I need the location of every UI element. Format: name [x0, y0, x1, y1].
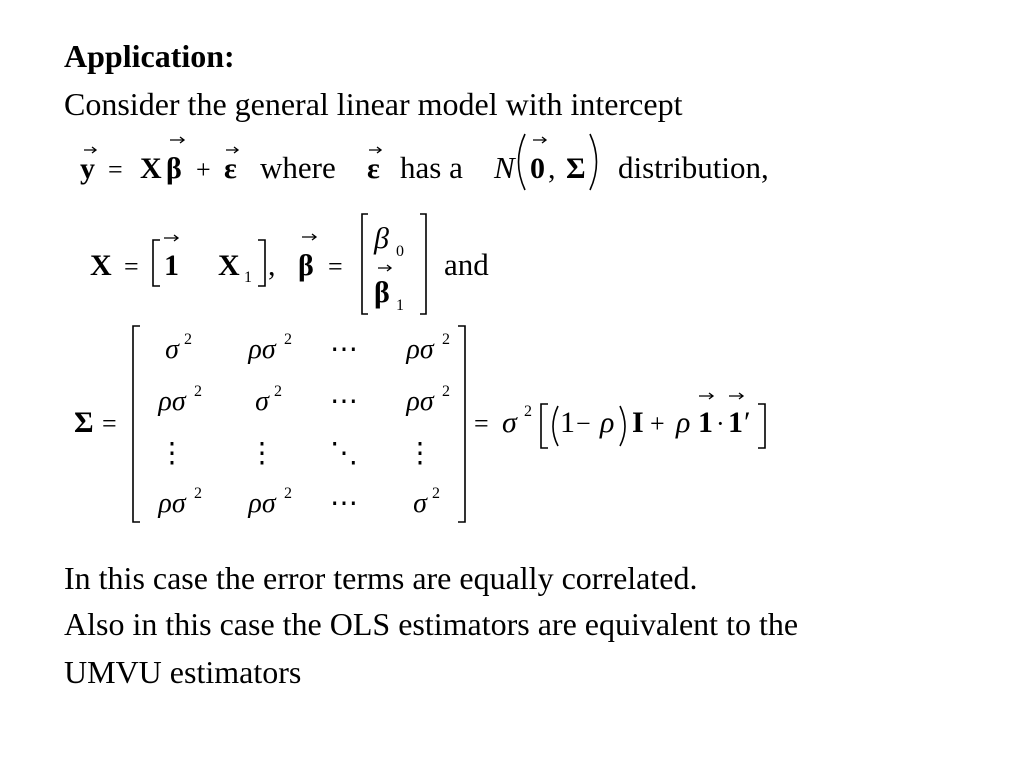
left-bracket — [133, 326, 140, 522]
x1-matrix: X — [218, 249, 240, 282]
matrix-cell: ρσ — [406, 334, 434, 365]
left-bracket — [541, 404, 548, 448]
equals-sign: = — [328, 252, 343, 281]
left-paren — [519, 134, 526, 190]
matrix-cell: σ — [413, 488, 427, 519]
matrix-cell: ρσ — [248, 334, 276, 365]
beta0-entry: β — [374, 222, 389, 255]
matrix-cell: ρσ — [248, 488, 276, 519]
closing-line-2: Also in this case the OLS estimators are equivalent to the — [64, 606, 799, 642]
equals-sign: = — [124, 252, 139, 281]
ones-vector: 1 — [728, 406, 743, 439]
superscript: 2 — [194, 485, 202, 502]
superscript: 2 — [432, 485, 440, 502]
matrix-cell: ρσ — [158, 488, 186, 519]
epsilon-vector: ε — [367, 152, 380, 185]
superscript: 2 — [524, 403, 532, 420]
zero-vector: 0 — [530, 152, 545, 185]
left-bracket — [153, 240, 160, 286]
minus-sign: − — [576, 409, 591, 438]
and-word: and — [444, 247, 489, 282]
ones-vector: 1 — [164, 249, 179, 282]
comma: , — [268, 249, 276, 282]
plus-sign: + — [650, 409, 665, 438]
right-paren — [590, 134, 597, 190]
matrix-cell: ⋮ — [158, 438, 186, 469]
beta-vector: β — [298, 249, 314, 282]
plus-sign: + — [196, 155, 211, 184]
beta-vector: β — [166, 152, 182, 185]
left-paren — [553, 406, 558, 446]
identity-matrix: I — [632, 406, 644, 439]
vector-arrow — [170, 137, 184, 143]
right-paren — [620, 406, 625, 446]
beta1-entry: β — [374, 276, 390, 309]
sigma-scalar: σ — [502, 406, 517, 439]
right-bracket — [420, 214, 426, 314]
right-bracket — [258, 240, 265, 286]
superscript: 2 — [194, 383, 202, 400]
matrix-cell: σ — [165, 334, 179, 365]
x-matrix: X — [90, 249, 112, 282]
vector-arrow — [378, 265, 391, 271]
dot-operator: · — [716, 409, 725, 438]
intro-text: Consider the general linear model with intercept — [64, 86, 683, 122]
superscript: 2 — [442, 331, 450, 348]
rho-symbol: ρ — [600, 406, 615, 439]
matrix-cell: ⋯ — [330, 386, 358, 417]
vector-arrow — [699, 393, 713, 399]
epsilon-vector: ε — [224, 152, 237, 185]
superscript: 2 — [284, 331, 292, 348]
distribution-word: distribution, — [618, 150, 769, 185]
rho-symbol: ρ — [676, 406, 691, 439]
matrix-cell: ⋯ — [330, 488, 358, 519]
equals-sign: = — [474, 409, 489, 438]
right-bracket — [458, 326, 465, 522]
has-a-word: has a — [400, 150, 463, 185]
normal-symbol: N — [494, 150, 515, 185]
transpose-prime: ′ — [744, 406, 751, 439]
matrix-cell: ⋯ — [330, 334, 358, 365]
slide-heading: Application: — [64, 38, 235, 74]
equals-sign: = — [108, 155, 123, 184]
y-vector: y — [80, 152, 95, 185]
vector-arrow — [533, 137, 546, 143]
covariance-matrix — [157, 331, 450, 519]
matrix-cell: σ — [255, 386, 269, 417]
x-matrix: X — [140, 152, 162, 185]
sigma-matrix: Σ — [74, 406, 94, 439]
covariance-equation — [74, 326, 765, 522]
matrix-cell: ⋮ — [406, 438, 434, 469]
vector-arrow — [729, 393, 743, 399]
matrix-cell: ⋱ — [330, 438, 358, 469]
comma: , — [548, 152, 556, 185]
vector-arrow — [164, 235, 178, 241]
model-equation — [80, 134, 769, 190]
subscript: 1 — [244, 269, 252, 286]
equals-sign: = — [102, 409, 117, 438]
ones-vector: 1 — [698, 406, 713, 439]
closing-line-1: In this case the error terms are equally correlated. — [64, 560, 698, 596]
sigma-matrix: Σ — [566, 152, 586, 185]
matrix-cell: ρσ — [406, 386, 434, 417]
left-bracket — [362, 214, 368, 314]
one-scalar: 1 — [560, 406, 575, 439]
superscript: 2 — [274, 383, 282, 400]
superscript: 2 — [442, 383, 450, 400]
superscript: 2 — [184, 331, 192, 348]
matrix-cell: ⋮ — [248, 438, 276, 469]
where-word: where — [260, 150, 336, 185]
closing-line-3: UMVU estimators — [64, 654, 302, 690]
matrix-cell: ρσ — [158, 386, 186, 417]
subscript: 0 — [396, 243, 404, 260]
design-equation — [90, 214, 489, 314]
subscript: 1 — [396, 297, 404, 314]
vector-arrow — [302, 234, 316, 240]
right-bracket — [758, 404, 765, 448]
superscript: 2 — [284, 485, 292, 502]
